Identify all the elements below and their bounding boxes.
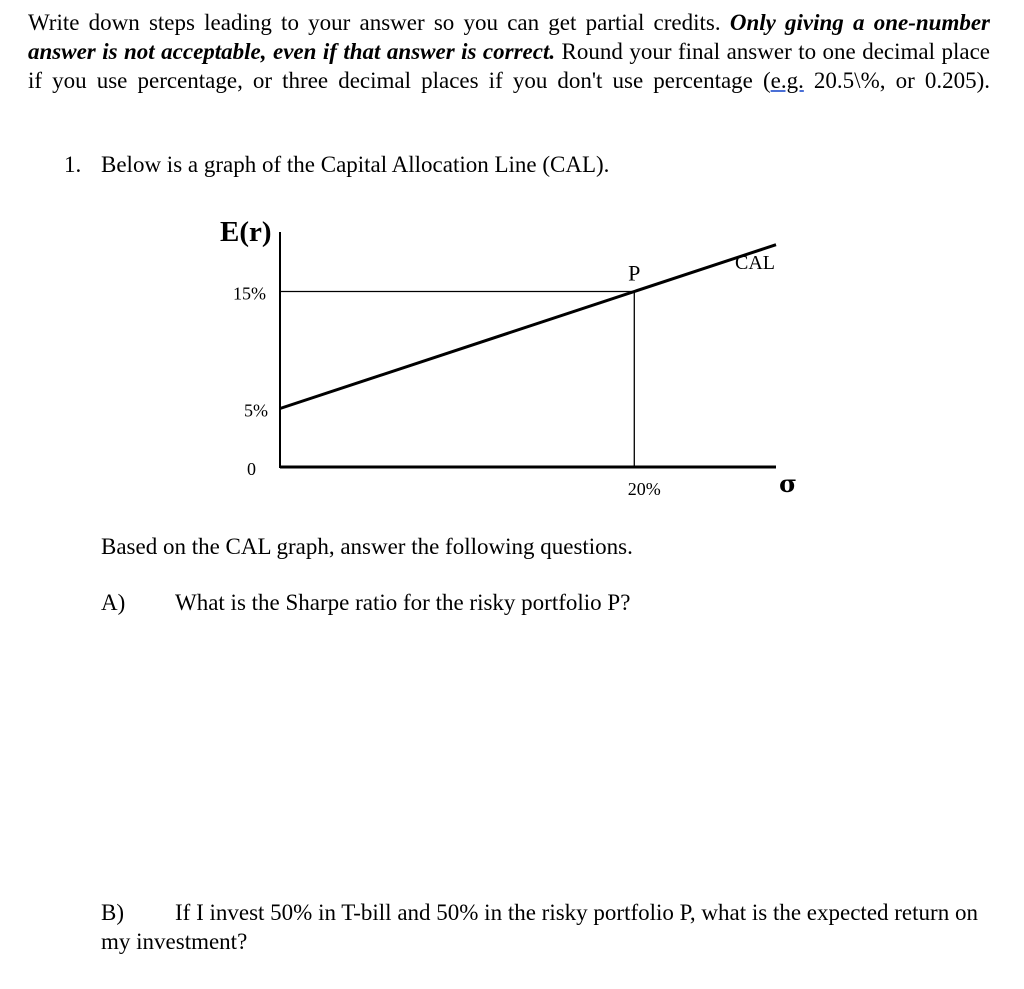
- question-b: [101, 898, 991, 956]
- cal-line-label: CAL: [735, 252, 775, 274]
- question-b-text: If I invest 50% in T-bill and 50% in the risky portfolio P, what is the expected return on my investment?: [101, 900, 978, 954]
- followup-text: Based on the CAL graph, answer the following questions.: [101, 534, 633, 559]
- question-a-text: What is the Sharpe ratio for the risky portfolio P?: [175, 590, 631, 615]
- instructions-emphasis: Only giving a one-number answer is not acceptable, even if that answer is correct.: [28, 10, 991, 64]
- instructions-part1: Write down steps leading to your answer so you can get partial credits.: [28, 10, 730, 35]
- question-a-letter: A): [101, 590, 126, 615]
- y-tick-15: 15%: [233, 283, 266, 304]
- question-a: [101, 588, 630, 617]
- cal-line: [280, 245, 776, 409]
- question-1-number: 1.: [64, 152, 82, 177]
- y-axis-label: E(r): [220, 216, 272, 248]
- question-b-letter: B): [101, 900, 124, 925]
- instructions-eg: e.g.: [770, 68, 804, 93]
- y-tick-0: 0: [247, 459, 256, 479]
- question-1-text: Below is a graph of the Capital Allocation Line (CAL).: [101, 152, 610, 177]
- y-tick-5: 5%: [244, 400, 268, 421]
- point-p-label: P: [628, 260, 641, 286]
- x-axis-label: σ: [779, 469, 797, 498]
- instructions-part3: 20.5\%, or 0.205).: [803, 68, 990, 93]
- x-tick-20: 20%: [627, 479, 661, 499]
- instructions-part2: Round your final answer to one decimal place if you use percentage, or three decimal places if you don't use percentage (: [28, 39, 990, 93]
